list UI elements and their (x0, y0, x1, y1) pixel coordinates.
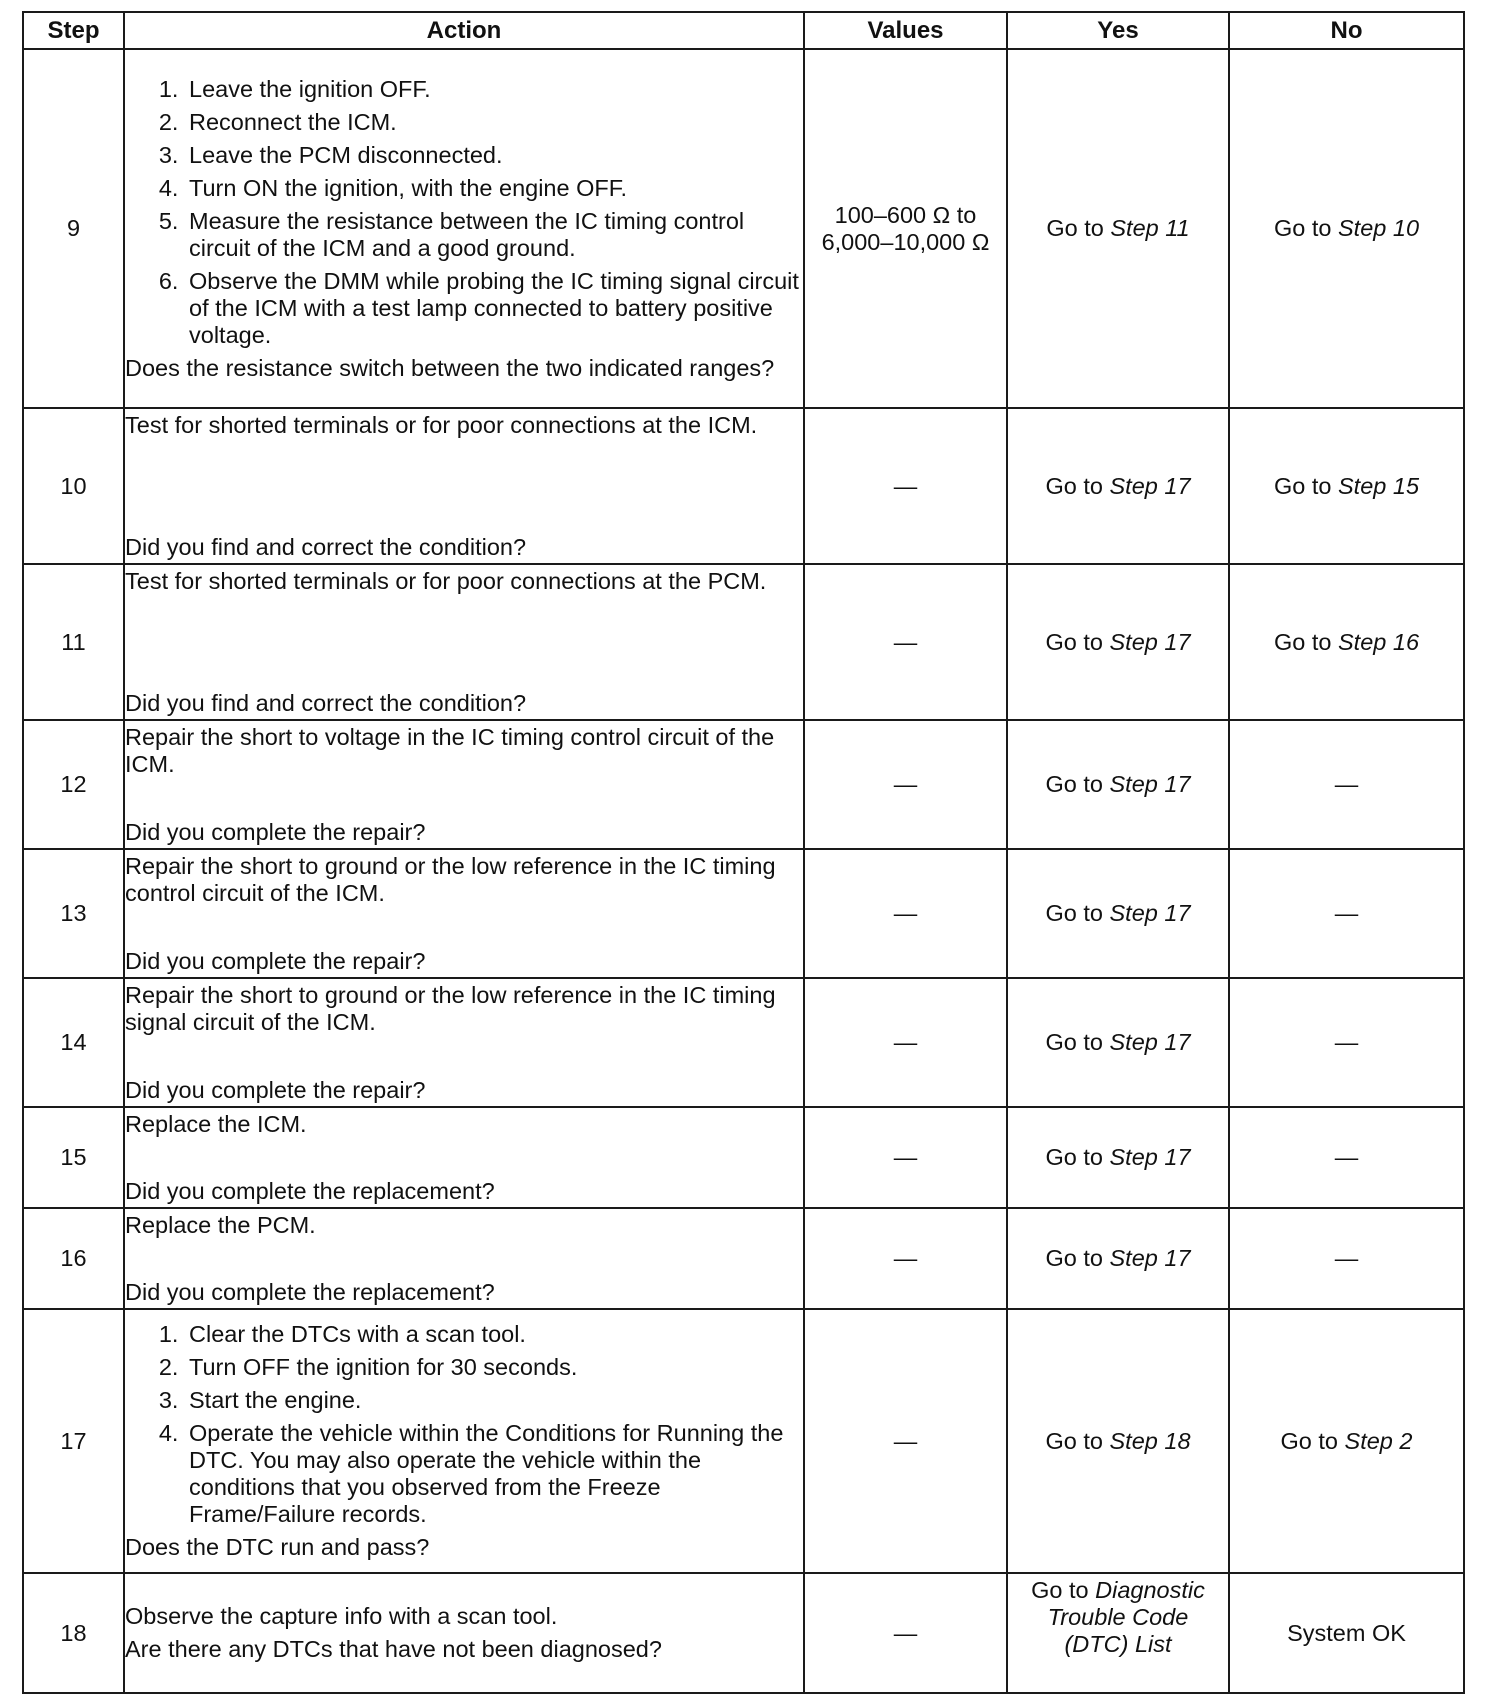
action-steps (125, 1321, 803, 1528)
list-item: 4. Operate the vehicle within the Conditions for Running the DTC. You may also operate the vehicle within the conditions that you observed from the Freeze Frame/Failure records. (185, 1420, 803, 1528)
list-item: 1. Leave the ignition OFF. (185, 76, 803, 103)
action-text: Observe the capture info with a scan tool. (125, 1603, 558, 1629)
yes-cell (1007, 1573, 1229, 1693)
yes-step-ref: Step 17 (1109, 472, 1191, 499)
yes-step-ref: Step 17 (1109, 1245, 1191, 1271)
action-question: Did you complete the replacement? (125, 1278, 495, 1305)
list-item: 6. Observe the DMM while probing the IC timing signal circuit of the ICM with a test lamp connected to battery positive voltage. (185, 268, 803, 349)
value-line: 6,000–10,000 Ω (821, 228, 990, 255)
action-question: Did you complete the repair? (125, 947, 426, 974)
action-text: Replace the PCM. (125, 1211, 316, 1238)
action-text: Repair the short to ground or the low reference in the IC timing control circuit of the ICM. (125, 852, 776, 906)
no-cell: — (1229, 849, 1464, 978)
list-item: 2. Reconnect the ICM. (185, 109, 803, 136)
table-row (23, 1208, 1464, 1309)
yes-prefix: Go to (1045, 1427, 1103, 1454)
values-cell (804, 49, 1007, 408)
no-cell: — (1229, 1107, 1464, 1208)
yes-cell (1007, 1208, 1229, 1309)
action-question: Does the resistance switch between the two indicated ranges? (125, 354, 775, 381)
step-number: 17 (23, 1309, 124, 1573)
step-number: 13 (23, 849, 124, 978)
list-item: 4. Turn ON the ignition, with the engine OFF. (185, 175, 803, 202)
values-cell: — (804, 1309, 1007, 1573)
no-cell (1229, 564, 1464, 720)
value-line: 100–600 Ω to (834, 201, 977, 228)
list-item: 1. Clear the DTCs with a scan tool. (185, 1321, 803, 1348)
header-action: Action (124, 12, 804, 49)
step-number: 12 (23, 720, 124, 849)
action-text: Replace the ICM. (125, 1110, 307, 1137)
action-cell (124, 978, 804, 1107)
action-question: Did you complete the replacement? (125, 1177, 495, 1204)
no-prefix: Go to (1273, 472, 1332, 499)
action-question: Did you find and correct the condition? (125, 689, 527, 716)
action-question: Did you complete the repair? (125, 818, 426, 845)
action-cell (124, 849, 804, 978)
action-cell (124, 1107, 804, 1208)
table-row (23, 49, 1464, 408)
table-row (23, 849, 1464, 978)
no-cell: System OK (1229, 1573, 1464, 1693)
list-item: 5. Measure the resistance between the IC timing control circuit of the ICM and a good ground. (185, 208, 803, 262)
action-cell (124, 1309, 804, 1573)
no-cell: — (1229, 978, 1464, 1107)
yes-step-ref: Step 17 (1109, 1144, 1191, 1170)
header-step: Step (23, 12, 124, 49)
values-cell: — (804, 1208, 1007, 1309)
action-cell (124, 1208, 804, 1309)
values-cell: — (804, 720, 1007, 849)
no-step-ref: Step 2 (1344, 1427, 1413, 1454)
yes-prefix: Go to (1045, 628, 1103, 655)
action-question: Did you find and correct the condition? (125, 533, 527, 560)
yes-step-ref: Step 18 (1109, 1427, 1191, 1454)
table-row (23, 408, 1464, 564)
no-step-ref: Step 15 (1338, 472, 1420, 499)
no-step-ref: Step 10 (1338, 215, 1420, 241)
yes-prefix: Go to (1045, 1029, 1103, 1055)
action-text: Test for shorted terminals or for poor connections at the ICM. (125, 411, 758, 438)
yes-prefix: Go to (1046, 215, 1104, 241)
table-row (23, 564, 1464, 720)
yes-prefix: Go to (1045, 472, 1103, 499)
yes-cell (1007, 1309, 1229, 1573)
no-prefix: Go to (1273, 215, 1332, 241)
values-cell: — (804, 408, 1007, 564)
action-cell (124, 408, 804, 564)
yes-cell (1007, 720, 1229, 849)
yes-prefix: Go to (1045, 1245, 1103, 1271)
list-item: 3. Start the engine. (185, 1387, 803, 1414)
action-cell (124, 1573, 804, 1693)
action-text: Test for shorted terminals or for poor connections at the PCM. (125, 567, 767, 594)
yes-step-ref: Step 11 (1110, 215, 1190, 241)
yes-step-ref: Step 17 (1109, 771, 1191, 797)
no-cell (1229, 49, 1464, 408)
values-cell: — (804, 849, 1007, 978)
diagnostic-table (22, 11, 1465, 1694)
yes-step-ref: Step 17 (1109, 900, 1191, 926)
table-row (23, 720, 1464, 849)
no-cell (1229, 1309, 1464, 1573)
yes-cell (1007, 49, 1229, 408)
action-steps (125, 76, 803, 349)
header-values: Values (804, 12, 1007, 49)
header-row (23, 12, 1464, 49)
action-cell (124, 564, 804, 720)
action-question: Are there any DTCs that have not been diagnosed? (125, 1636, 662, 1662)
step-number: 11 (23, 564, 124, 720)
yes-cell (1007, 1107, 1229, 1208)
step-number: 9 (23, 49, 124, 408)
yes-prefix: Go to (1045, 1144, 1103, 1170)
yes-prefix: Go to (1045, 771, 1103, 797)
values-cell: — (804, 1107, 1007, 1208)
action-cell (124, 49, 804, 408)
yes-cell (1007, 849, 1229, 978)
no-prefix: Go to (1273, 628, 1332, 655)
yes-cell (1007, 564, 1229, 720)
yes-prefix: Go to (1031, 1577, 1089, 1603)
yes-cell (1007, 978, 1229, 1107)
action-question: Did you complete the repair? (125, 1076, 426, 1103)
no-cell: — (1229, 1208, 1464, 1309)
yes-step-ref: Step 17 (1109, 628, 1191, 655)
step-number: 18 (23, 1573, 124, 1693)
header-yes: Yes (1007, 12, 1229, 49)
step-number: 15 (23, 1107, 124, 1208)
yes-cell (1007, 408, 1229, 564)
list-item: 2. Turn OFF the ignition for 30 seconds. (185, 1354, 803, 1381)
values-cell: — (804, 564, 1007, 720)
step-number: 16 (23, 1208, 124, 1309)
header-no: No (1229, 12, 1464, 49)
yes-prefix: Go to (1045, 900, 1103, 926)
step-number: 10 (23, 408, 124, 564)
no-prefix: Go to (1280, 1427, 1338, 1454)
table-row (23, 1573, 1464, 1693)
values-cell: — (804, 978, 1007, 1107)
action-cell (124, 720, 804, 849)
yes-reference: Diagnostic Trouble Code (DTC) List (1047, 1577, 1205, 1657)
action-text: Repair the short to voltage in the IC timing control circuit of the ICM. (125, 723, 775, 777)
table-row (23, 1107, 1464, 1208)
action-question: Does the DTC run and pass? (125, 1534, 430, 1560)
no-cell (1229, 408, 1464, 564)
table-row (23, 978, 1464, 1107)
values-cell: — (804, 1573, 1007, 1693)
no-cell: — (1229, 720, 1464, 849)
step-number: 14 (23, 978, 124, 1107)
action-text: Repair the short to ground or the low reference in the IC timing signal circuit of the ICM. (125, 981, 776, 1035)
no-step-ref: Step 16 (1338, 628, 1420, 655)
yes-step-ref: Step 17 (1109, 1029, 1191, 1055)
list-item: 3. Leave the PCM disconnected. (185, 142, 803, 169)
table-row (23, 1309, 1464, 1573)
